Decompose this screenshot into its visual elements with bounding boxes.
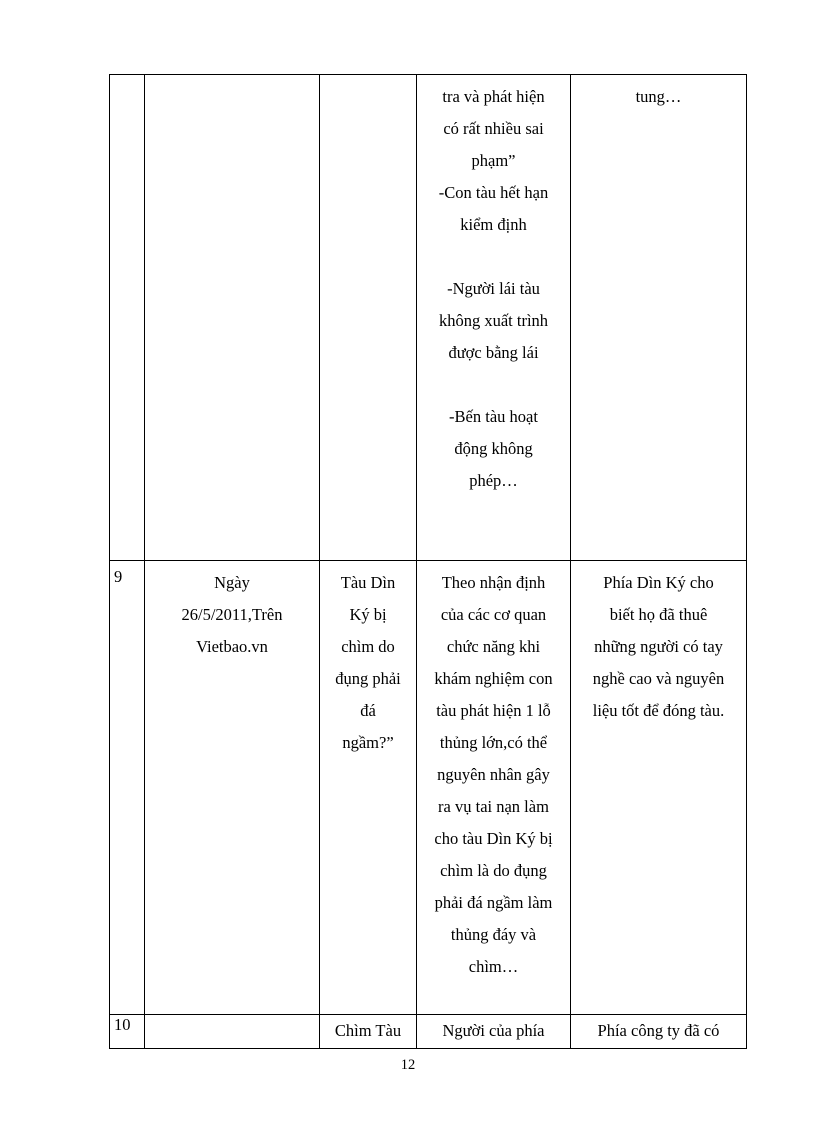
text-line: liệu tốt để đóng tàu. — [592, 701, 725, 720]
title-cell — [320, 561, 417, 1015]
response-cell — [571, 75, 747, 561]
text-line: Ngày — [214, 573, 250, 592]
text-line: phép… — [469, 471, 518, 490]
text-line: Theo nhận định — [441, 573, 546, 592]
text-line: biết họ đã thuê — [609, 605, 708, 624]
page-number: 12 — [400, 1057, 416, 1073]
paragraph-gap — [421, 241, 566, 273]
text-line: đá — [360, 701, 376, 720]
text-line: ra vụ tai nạn làm — [438, 797, 549, 816]
source-cell — [145, 561, 320, 1015]
text-line: tàu phát hiện 1 lỗ — [436, 701, 551, 720]
text-line: -Người lái tàu — [447, 279, 540, 298]
source-cell — [145, 1015, 320, 1049]
text-line: được bằng lái — [448, 343, 539, 362]
text-line: nguyên nhân gây — [437, 765, 550, 784]
text-line: Ký bị — [349, 605, 387, 624]
text-line: Phía công ty đã có — [597, 1021, 720, 1040]
text-line: chìm là do đụng — [440, 861, 547, 880]
text-line: Tàu Dìn — [340, 573, 396, 592]
text-line: động không — [454, 439, 533, 458]
text-line: thủng đáy và — [450, 925, 537, 944]
text-line: đụng phải — [335, 669, 401, 688]
table-row — [110, 75, 747, 561]
text-line: phạm” — [471, 151, 516, 170]
text-line: của các cơ quan — [440, 605, 547, 624]
text-line: -Bến tàu hoạt — [449, 407, 538, 426]
text-line: chức năng khi — [446, 637, 541, 656]
table-row — [110, 561, 747, 1015]
text-line: Phía Dìn Ký cho — [603, 573, 714, 592]
source-cell — [145, 75, 320, 561]
row-number: 10 — [110, 1015, 145, 1049]
text-line: nghề cao và nguyên — [592, 669, 725, 688]
content-cell — [417, 561, 571, 1015]
text-line: có rất nhiều sai — [443, 119, 544, 138]
text-line: kiểm định — [460, 215, 527, 234]
text-line: ngầm?” — [342, 733, 394, 752]
text-line: thủng lớn,có thể — [439, 733, 548, 752]
text-line: Người của phía — [442, 1021, 545, 1040]
text-line: chìm do — [341, 637, 395, 656]
table-row — [110, 1015, 747, 1049]
text-line: -Con tàu hết hạn — [438, 183, 549, 202]
row-number — [110, 75, 145, 561]
text-line: Chìm Tàu — [334, 1021, 402, 1040]
title-cell — [320, 1015, 417, 1049]
text-line: 26/5/2011,Trên — [181, 605, 283, 624]
content-cell — [417, 1015, 571, 1049]
text-line: cho tàu Dìn Ký bị — [434, 829, 553, 848]
row-number: 9 — [110, 561, 145, 1015]
response-cell — [571, 561, 747, 1015]
text-line: không xuất trình — [438, 311, 549, 330]
text-line: chìm… — [468, 957, 519, 976]
title-cell — [320, 75, 417, 561]
text-line: khám nghiệm con — [434, 669, 553, 688]
paragraph-gap — [421, 369, 566, 401]
text-line: những người có tay — [594, 637, 723, 656]
content-cell — [417, 75, 571, 561]
text-line: tung… — [635, 87, 682, 106]
text-line: phải đá ngầm làm — [434, 893, 553, 912]
text-line: tra và phát hiện — [442, 87, 545, 106]
response-cell — [571, 1015, 747, 1049]
report-table — [109, 74, 747, 1049]
text-line: Vietbao.vn — [196, 637, 268, 656]
